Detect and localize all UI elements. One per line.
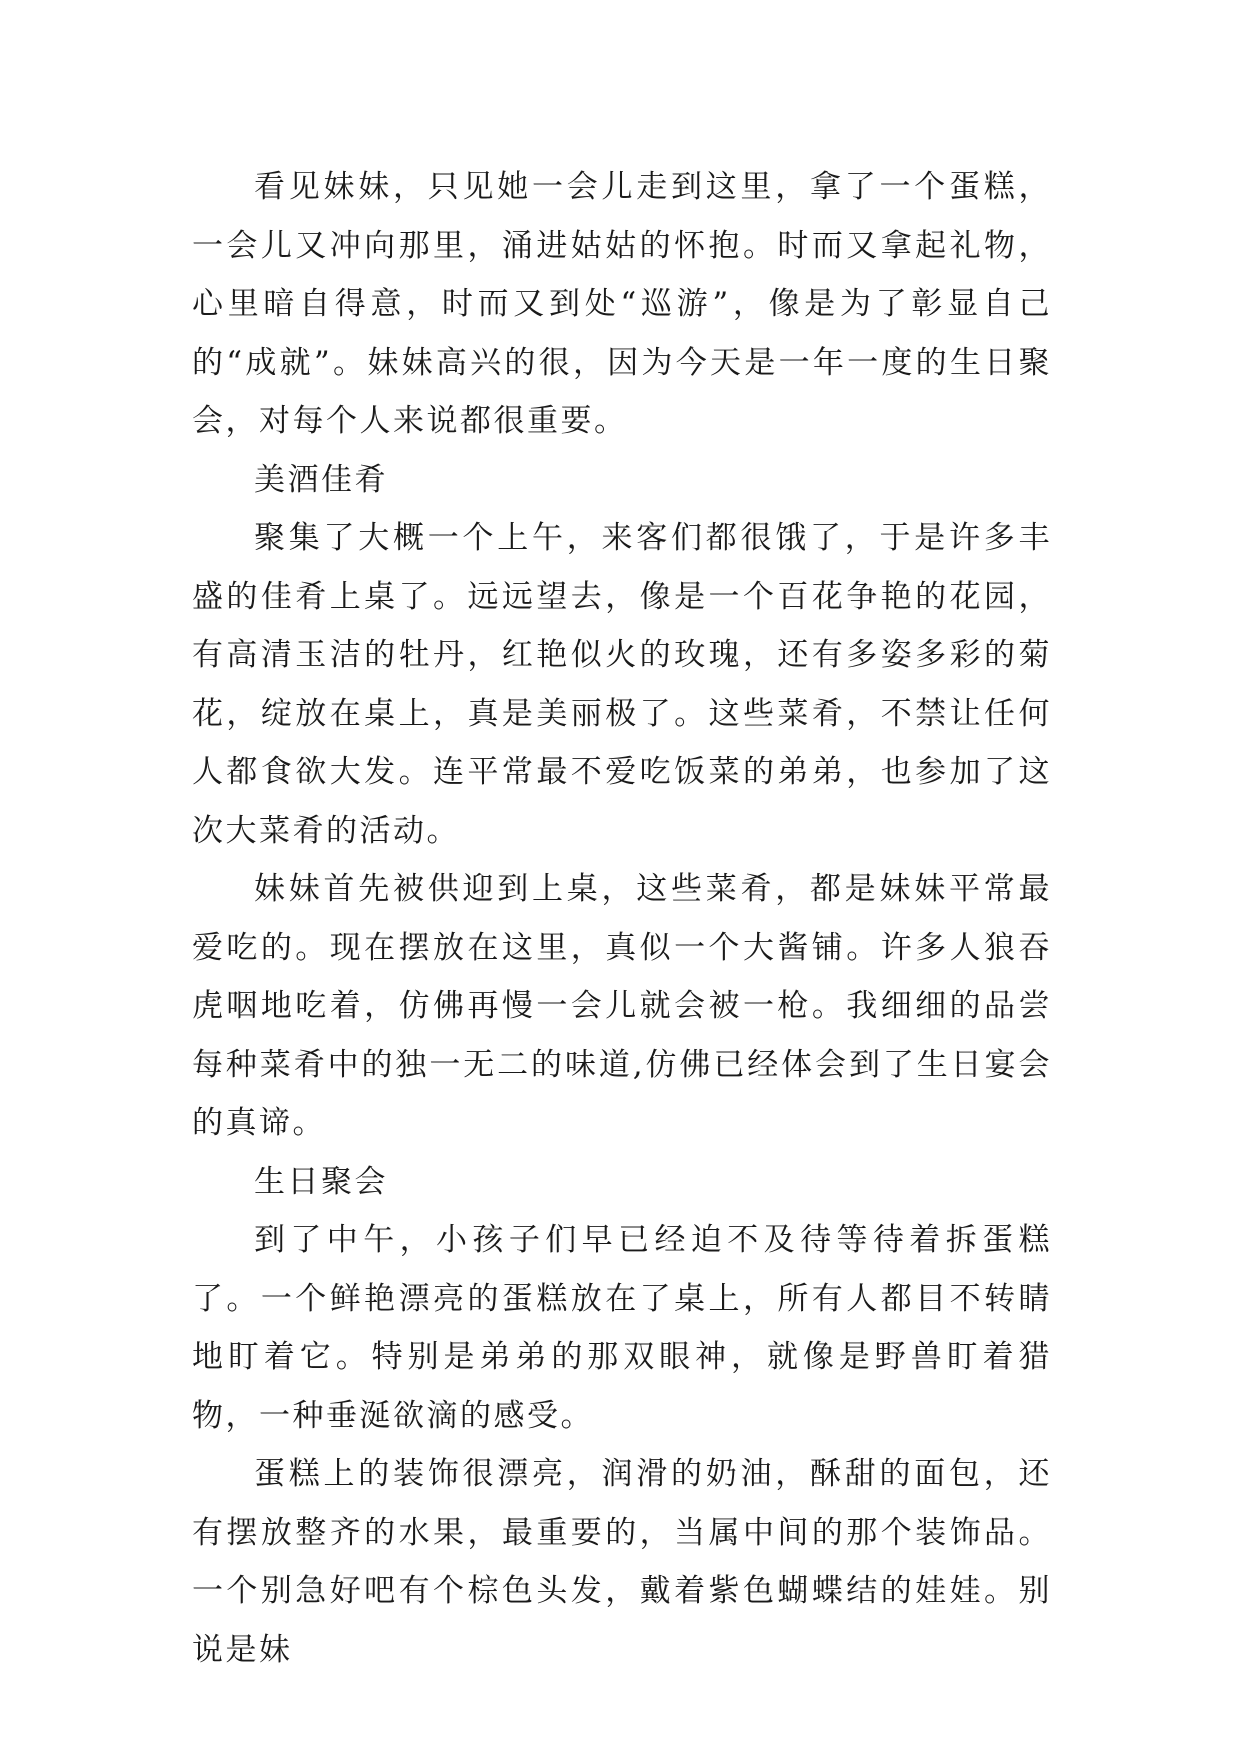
paragraph: 妹妹首先被供迎到上桌，这些菜肴，都是妹妹平常最爱吃的。现在摆放在这里，真似一个大酱铺。许多人狼吞虎咽地吃着，仿佛再慢一会儿就会被一枪。我细细的品尝每种菜肴中的独一无二的味道,仿佛已经体会到了生日宴会的真谛。 — [192, 871, 1052, 1141]
document-body — [192, 158, 1052, 1679]
section-heading-birthday-party: 生日聚会 — [254, 1163, 388, 1200]
section-heading-wine-and-dishes: 美酒佳肴 — [254, 461, 388, 498]
paragraph: 聚集了大概一个上午，来客们都很饿了，于是许多丰盛的佳肴上桌了。远远望去，像是一个百花争艳的花园，有高清玉洁的牡丹，红艳似火的玫瑰，还有多姿多彩的菊花，绽放在桌上，真是美丽极了。这些菜肴，不禁让任何人都食欲大发。连平常最不爱吃饭菜的弟弟，也参加了这次大菜肴的活动。 — [192, 520, 1052, 849]
paragraph: 看见妹妹，只见她一会儿走到这里，拿了一个蛋糕，一会儿又冲向那里，涌进姑姑的怀抱。时而又拿起礼物，心里暗自得意，时而又到处“巡游”，像是为了彰显自己的“成就”。妹妹高兴的很，因为今天是一年一度的生日聚会，对每个人来说都很重要。 — [192, 169, 1052, 439]
paragraph: 蛋糕上的装饰很漂亮，润滑的奶油，酥甜的面包，还有摆放整齐的水果，最重要的，当属中间的那个装饰品。一个别急好吧有个棕色头发，戴着紫色蝴蝶结的娃娃。别说是妹 — [192, 1456, 1052, 1668]
paragraph: 到了中午，小孩子们早已经迫不及待等待着拆蛋糕了。一个鲜艳漂亮的蛋糕放在了桌上，所有人都目不转睛地盯着它。特别是弟弟的那双眼神，就像是野兽盯着猎物，一种垂涎欲滴的感受。 — [192, 1222, 1052, 1434]
